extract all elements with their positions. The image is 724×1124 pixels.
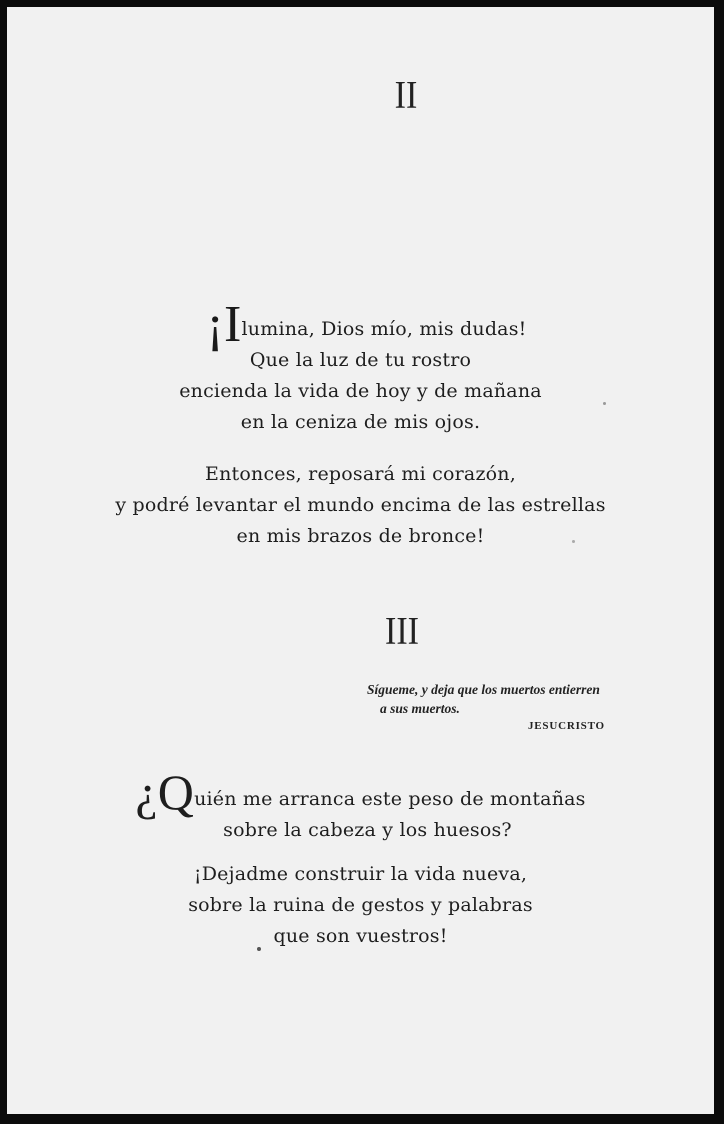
verse-line: Que la luz de tu rostro	[249, 349, 472, 371]
verse-line: sobre la cabeza y los huesos?	[223, 819, 512, 841]
drop-cap: ¿Q	[135, 764, 195, 820]
verse-line	[19, 296, 714, 353]
verse-line: Entonces, reposará mi corazón,	[205, 463, 516, 485]
stanza-iii-1	[7, 764, 714, 846]
epigraph-line-1: Sígueme, y deja que los muertos entierren	[367, 682, 600, 697]
epigraph-line-2: a sus muertos.	[380, 701, 460, 716]
verse-line: y podré levantar el mundo encima de las estrellas	[115, 494, 606, 516]
epigraph-author: JESUCRISTO	[528, 720, 605, 732]
verse-line	[7, 764, 714, 820]
stanza-ii-1	[7, 296, 714, 438]
verse-line-text: lumina, Dios mío, mis dudas!	[241, 318, 527, 340]
verse-line-text: uién me arranca este peso de montañas	[194, 788, 586, 810]
verse-line: encienda la vida de hoy y de mañana	[179, 380, 542, 402]
verse-line: sobre la ruina de gestos y palabras	[188, 894, 533, 916]
book-page	[7, 7, 714, 1114]
section-heading-iii: III	[385, 610, 419, 653]
drop-cap: ¡I	[206, 296, 242, 353]
verse-line: en la ceniza de mis ojos.	[240, 411, 481, 433]
stanza-ii-2	[7, 459, 714, 552]
stanza-iii-2	[7, 859, 714, 952]
verse-line: que son vuestros!	[273, 925, 448, 947]
verse-line: en mis brazos de bronce!	[236, 525, 485, 547]
section-heading-ii: II	[394, 74, 418, 117]
verse-line: ¡Dejadme construir la vida nueva,	[193, 863, 528, 885]
